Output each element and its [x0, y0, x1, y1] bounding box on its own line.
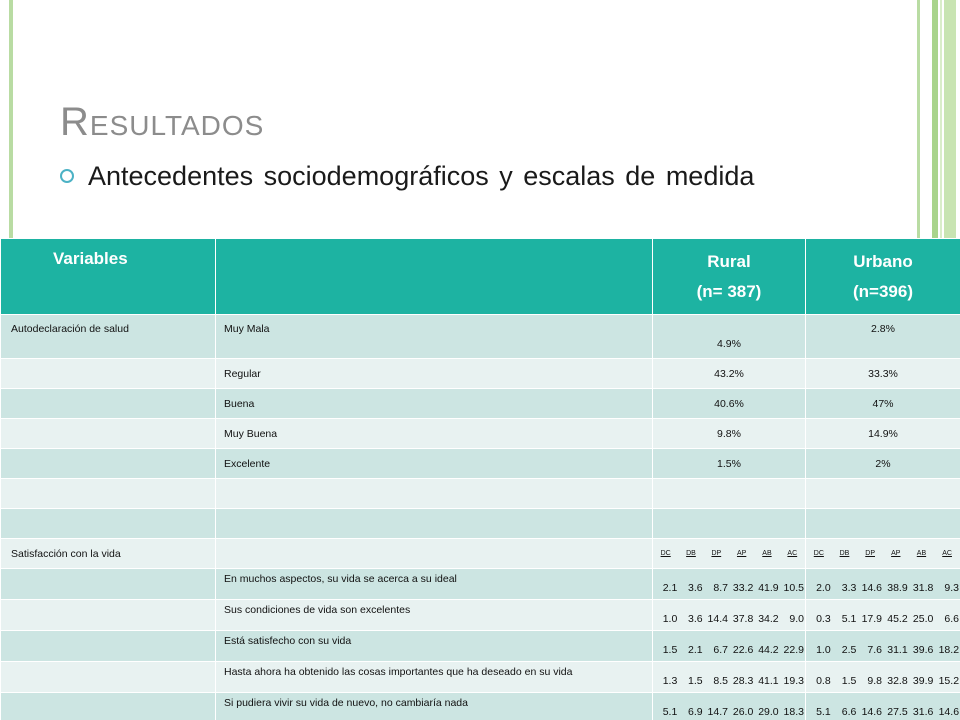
- salud-rural-value: 43.2%: [653, 359, 806, 389]
- empty-cell: [1, 631, 216, 662]
- salud-category: Excelente: [216, 449, 653, 479]
- scale-value: 14.4: [707, 613, 728, 625]
- header-blank: [216, 239, 653, 315]
- scale-value: 1.5: [841, 675, 857, 687]
- scale-value: 41.1: [758, 675, 779, 687]
- scale-value: 22.6: [732, 644, 754, 656]
- scale-value: 1.3: [662, 675, 678, 687]
- table-row: [1, 569, 960, 600]
- empty-cell: [1, 449, 216, 479]
- satisfaccion-item: En muchos aspectos, su vida se acerca a su ideal: [216, 569, 653, 600]
- salud-category: Muy Mala: [216, 315, 653, 359]
- empty-cell: [806, 509, 960, 539]
- scale-value: 6.9: [688, 706, 703, 718]
- scale-value: 17.9: [861, 613, 883, 625]
- scale-abbrev: AP: [736, 550, 747, 557]
- table-row: [1, 479, 960, 509]
- table-row: [1, 600, 960, 631]
- scale-value: 37.8: [732, 613, 754, 625]
- table-row: [1, 631, 960, 662]
- scale-abbrev: DP: [865, 550, 875, 557]
- scale-abbrev: AC: [787, 550, 798, 557]
- scale-value: 7.6: [867, 644, 883, 656]
- satisfaccion-rural-values: [653, 631, 806, 662]
- salud-urbano-value: 14.9%: [806, 419, 960, 449]
- scale-value: 3.6: [688, 613, 703, 625]
- salud-rural-value: 40.6%: [653, 389, 806, 419]
- scale-value: 39.9: [912, 675, 934, 687]
- scale-value: 9.0: [789, 613, 804, 625]
- scale-value: 26.0: [732, 706, 754, 718]
- scale-value: 1.0: [816, 644, 831, 656]
- scale-abbrev: DB: [839, 550, 850, 557]
- empty-cell: [1, 509, 216, 539]
- salud-category: Regular: [216, 359, 653, 389]
- satisfaccion-rural-values: [653, 600, 806, 631]
- satisfaccion-urbano-values: [806, 600, 960, 631]
- scale-value: 44.2: [758, 644, 779, 656]
- satisfaccion-item: Sus condiciones de vida son excelentes: [216, 600, 653, 631]
- satisfaccion-urbano-values: [806, 693, 960, 720]
- scale-value: 31.1: [887, 644, 908, 656]
- satisfaccion-label: Satisfacción con la vida: [1, 539, 216, 569]
- header-rural-n: (n= 387): [696, 281, 762, 301]
- scale-value: 5.1: [662, 706, 678, 718]
- empty-cell: [1, 419, 216, 449]
- scale-value: 31.8: [912, 582, 934, 594]
- satisfaccion-urbano-values: [806, 662, 960, 693]
- salud-rural-value: 9.8%: [653, 419, 806, 449]
- scale-abbrev: AB: [762, 550, 772, 557]
- satisfaccion-rural-values: [653, 662, 806, 693]
- table-row: [1, 693, 960, 720]
- scale-abbrev: DP: [711, 550, 722, 557]
- satisfaccion-urbano-values: [806, 569, 960, 600]
- scale-value: 15.2: [938, 675, 960, 687]
- bullet-text: Antecedentes sociodemográficos y escalas de medida: [88, 161, 755, 191]
- scale-value: 6.6: [944, 613, 960, 625]
- salud-urbano-value: 2%: [806, 449, 960, 479]
- scale-value: 31.6: [912, 706, 934, 718]
- scale-value: 14.7: [707, 706, 728, 718]
- scale-abbrev: AP: [891, 550, 901, 557]
- frame-left-line: [9, 0, 13, 240]
- salud-urbano-value: 33.3%: [806, 359, 960, 389]
- header-urbano: [806, 239, 960, 315]
- table-row: [1, 315, 960, 359]
- empty-cell: [1, 479, 216, 509]
- scale-value: 10.5: [783, 582, 804, 594]
- scale-value: 18.3: [783, 706, 804, 718]
- scale-value: 29.0: [758, 706, 779, 718]
- empty-cell: [653, 509, 806, 539]
- empty-cell: [1, 693, 216, 720]
- scale-value: 14.6: [861, 706, 883, 718]
- empty-cell: [216, 509, 653, 539]
- empty-cell: [216, 479, 653, 509]
- table-row: [1, 449, 960, 479]
- scale-value: 32.8: [887, 675, 908, 687]
- scale-value: 25.0: [912, 613, 934, 625]
- header-rural-label: Rural: [707, 251, 751, 271]
- scale-value: 6.7: [713, 644, 728, 656]
- scale-value: 34.2: [758, 613, 779, 625]
- scale-value: 9.3: [944, 582, 960, 594]
- empty-cell: [1, 600, 216, 631]
- table-row: [1, 509, 960, 539]
- table-row: [1, 359, 960, 389]
- scale-value: 39.6: [912, 644, 934, 656]
- empty-cell: [1, 569, 216, 600]
- table-row: [1, 539, 960, 569]
- frame-right-line: [917, 0, 920, 240]
- salud-rural-value: 4.9%: [653, 315, 806, 359]
- scale-value: 0.8: [816, 675, 831, 687]
- scale-value: 5.1: [816, 706, 831, 718]
- satisfaccion-urbano-values: [806, 631, 960, 662]
- salud-label: Autodeclaración de salud: [1, 315, 216, 359]
- empty-cell: [1, 359, 216, 389]
- scale-value: 41.9: [758, 582, 779, 594]
- scale-value: 22.9: [783, 644, 804, 656]
- scale-abbrev: AB: [916, 550, 927, 557]
- scale-value: 18.2: [938, 644, 960, 656]
- scale-value: 33.2: [732, 582, 754, 594]
- empty-cell: [806, 479, 960, 509]
- scale-value: 1.5: [662, 644, 678, 656]
- scale-value: 14.6: [861, 582, 883, 594]
- scale-value: 19.3: [783, 675, 804, 687]
- scale-value: 8.5: [713, 675, 728, 687]
- scale-value: 8.7: [713, 582, 728, 594]
- scale-value: 6.6: [841, 706, 857, 718]
- empty-cell: [1, 662, 216, 693]
- scale-value: 1.0: [662, 613, 678, 625]
- satisfaccion-item: Si pudiera vivir su vida de nuevo, no cambiaría nada: [216, 693, 653, 720]
- salud-category: Buena: [216, 389, 653, 419]
- table-row: [1, 662, 960, 693]
- empty-cell: [653, 479, 806, 509]
- satisfaccion-rural-values: [653, 569, 806, 600]
- table-row: [1, 389, 960, 419]
- scale-value: 1.5: [688, 675, 703, 687]
- scale-abbrev: DC: [813, 550, 824, 557]
- scale-value: 9.8: [867, 675, 883, 687]
- scale-value: 28.3: [732, 675, 754, 687]
- satisfaccion-rural-values: [653, 693, 806, 720]
- bullet-item: [60, 158, 760, 194]
- scale-value: 2.0: [816, 582, 831, 594]
- scale-value: 2.1: [688, 644, 703, 656]
- results-table: [0, 238, 960, 720]
- header-rural: [653, 239, 806, 315]
- scale-value: 5.1: [841, 613, 857, 625]
- salud-rural-value: 1.5%: [653, 449, 806, 479]
- scale-abbrev: DB: [686, 550, 696, 557]
- empty-cell: [1, 389, 216, 419]
- header-variables: Variables: [1, 239, 216, 315]
- scale-value: 27.5: [887, 706, 908, 718]
- satisfaccion-item: Hasta ahora ha obtenido las cosas importantes que ha deseado en su vida: [216, 662, 653, 693]
- salud-category: Muy Buena: [216, 419, 653, 449]
- scale-abbrev: DC: [660, 550, 671, 557]
- scale-value: 45.2: [887, 613, 908, 625]
- scale-abbrev: AC: [942, 550, 952, 557]
- scale-header-rural: [653, 539, 806, 569]
- scale-value: 0.3: [816, 613, 831, 625]
- satisfaccion-item: Está satisfecho con su vida: [216, 631, 653, 662]
- scale-header-urbano: [806, 539, 960, 569]
- header-urbano-label: Urbano: [853, 251, 913, 271]
- scale-value: 3.6: [688, 582, 703, 594]
- salud-urbano-value: 2.8%: [806, 315, 960, 359]
- scale-value: 38.9: [887, 582, 908, 594]
- empty-cell: [216, 539, 653, 569]
- slide-title: Resultados: [60, 100, 265, 144]
- scale-value: 3.3: [841, 582, 857, 594]
- scale-value: 2.5: [841, 644, 857, 656]
- scale-value: 14.6: [938, 706, 960, 718]
- header-urbano-n: (n=396): [853, 281, 913, 301]
- salud-urbano-value: 47%: [806, 389, 960, 419]
- bullet-circle-icon: [60, 169, 74, 183]
- scale-value: 2.1: [662, 582, 678, 594]
- table-row: [1, 419, 960, 449]
